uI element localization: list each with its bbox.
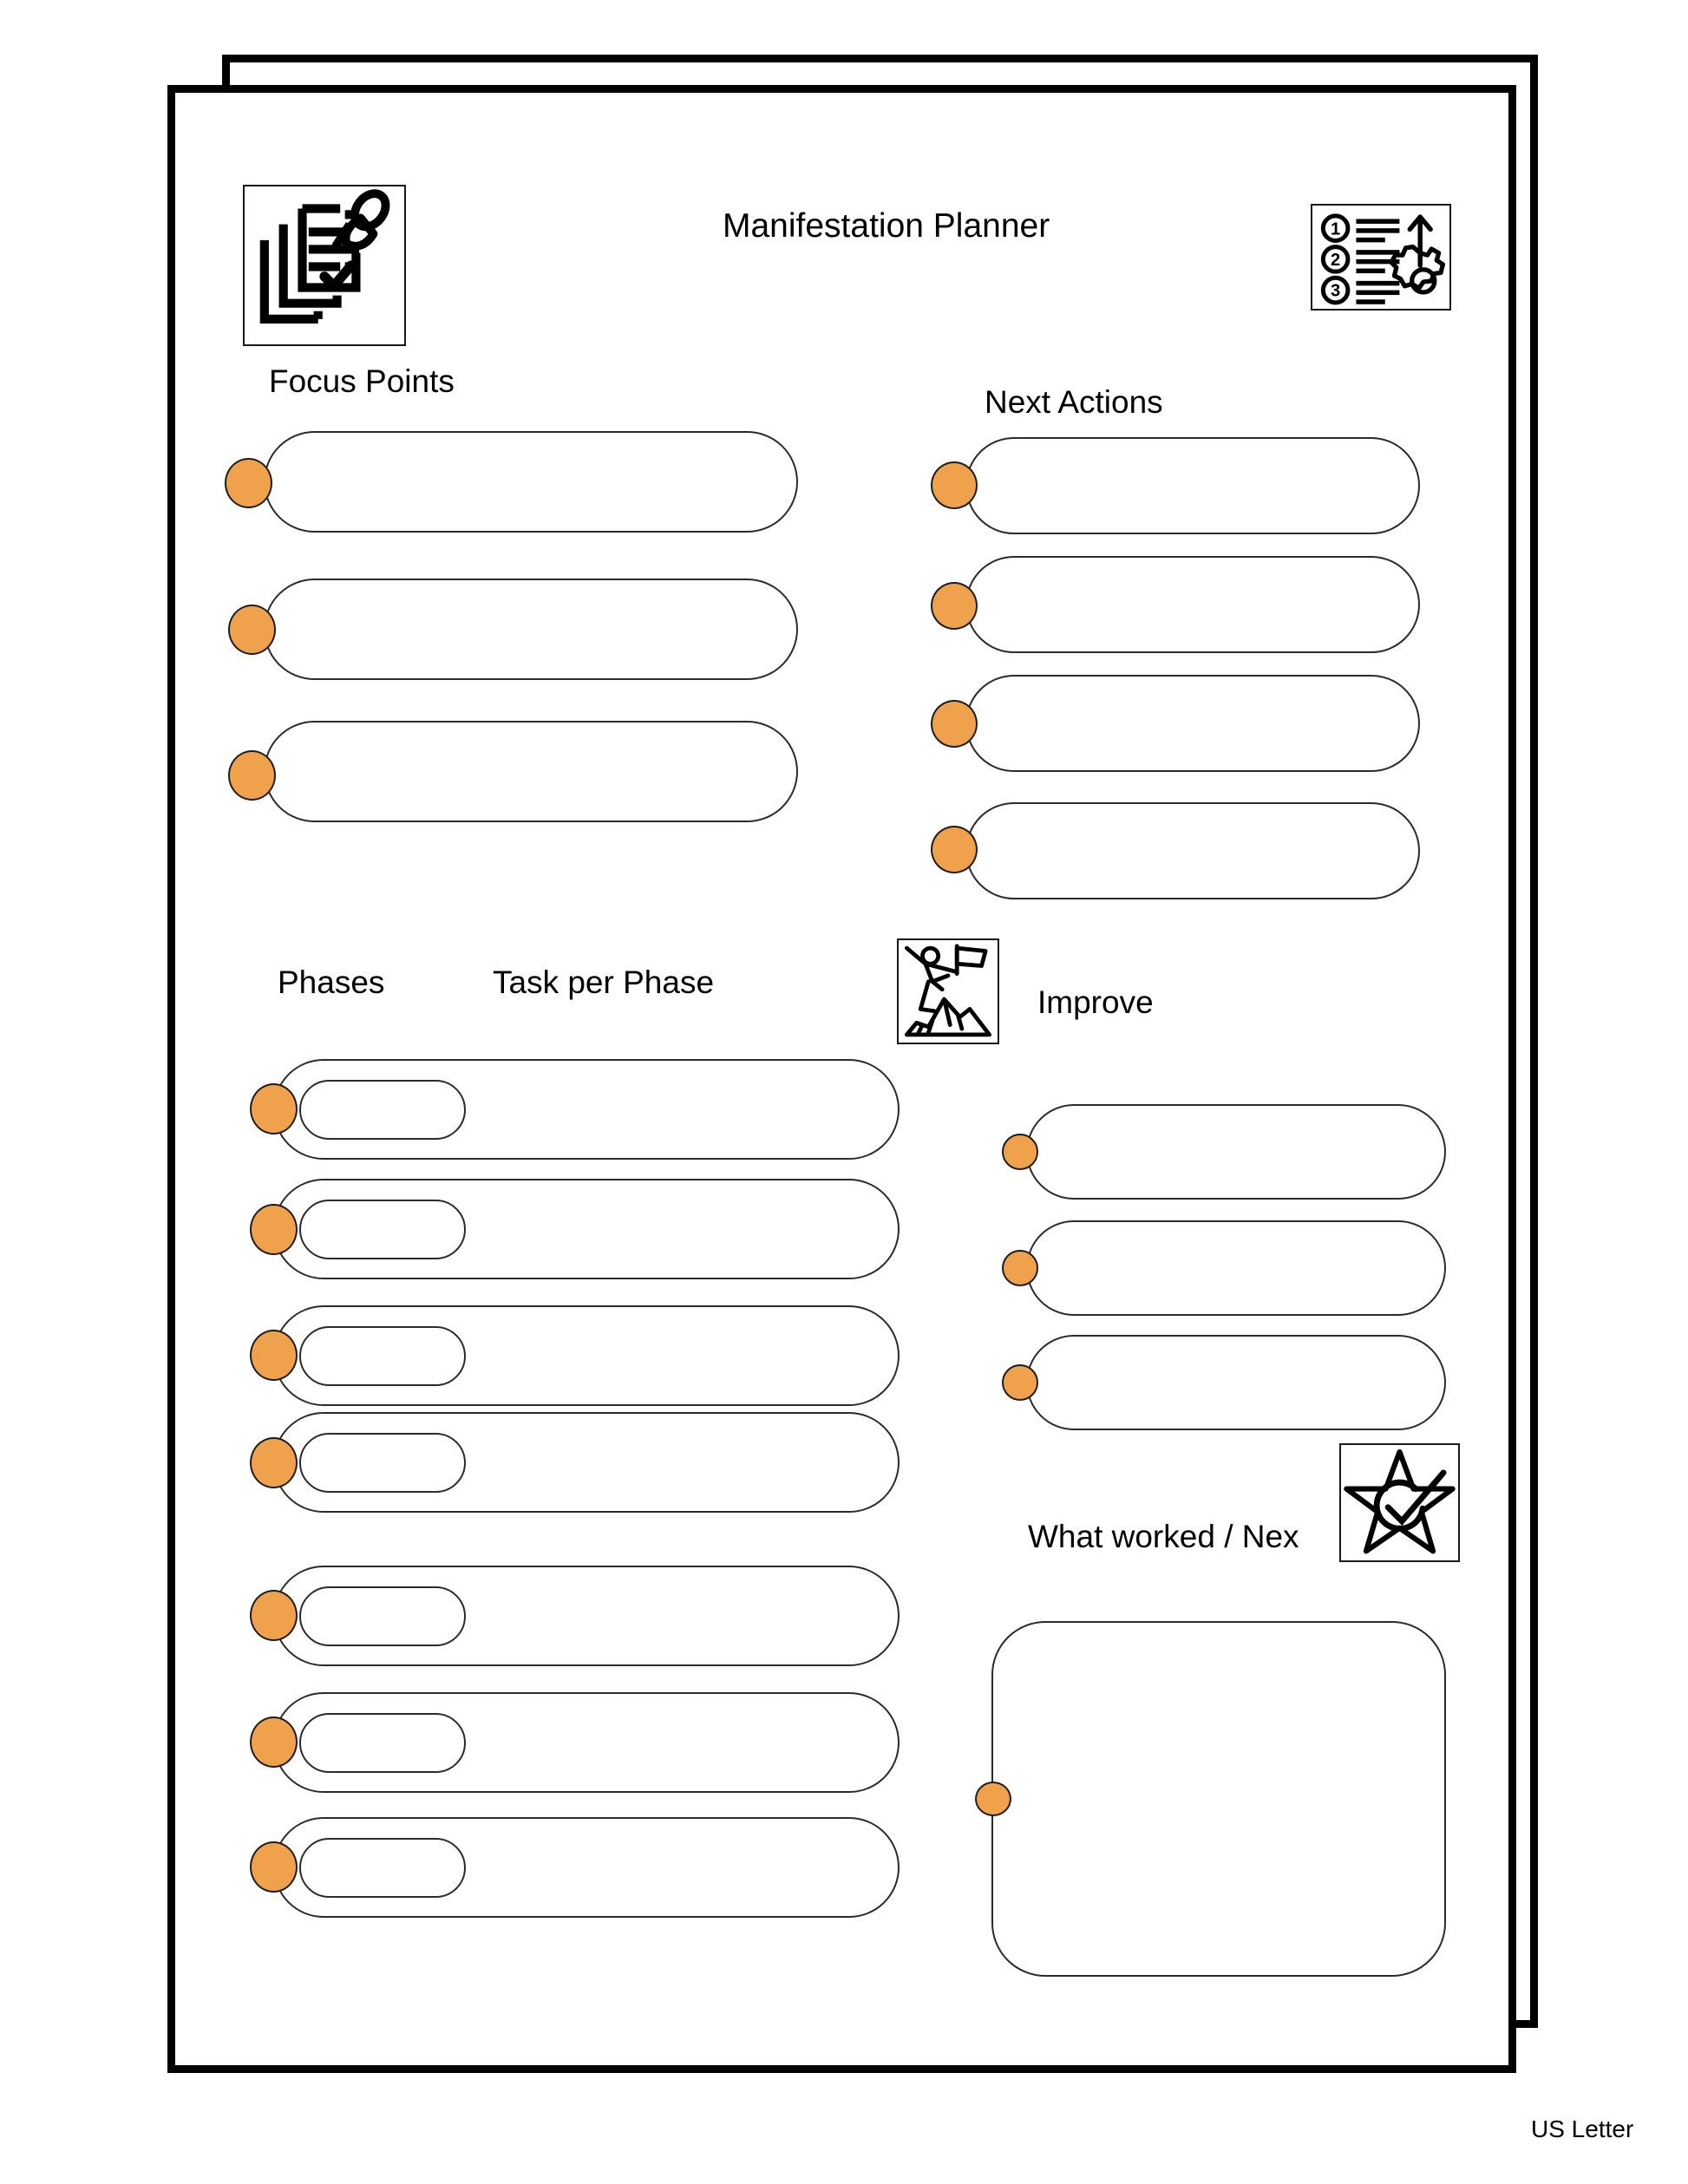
focus-points-item-3[interactable] (264, 721, 798, 822)
improve-title: Improve (1037, 984, 1154, 1020)
svg-text:3: 3 (1331, 281, 1341, 301)
phases-marker-2[interactable] (250, 1204, 298, 1255)
phases-phase-input-1[interactable] (299, 1080, 466, 1140)
phases-phase-input-2[interactable] (299, 1200, 466, 1259)
next-actions-item-2[interactable] (965, 556, 1420, 653)
phases-marker-3[interactable] (250, 1330, 298, 1381)
improve-marker-1[interactable] (1002, 1134, 1038, 1170)
focus-points-marker-2[interactable] (228, 605, 276, 655)
next-actions-item-1[interactable] (965, 437, 1420, 534)
focus-points-title: Focus Points (269, 363, 455, 399)
improve-item-1[interactable] (1026, 1104, 1446, 1200)
paper-size-label: US Letter (1531, 2115, 1634, 2142)
page-title: Manifestation Planner (723, 207, 1050, 245)
next-actions-marker-1[interactable] (931, 461, 978, 509)
what-worked-note-area[interactable] (991, 1621, 1446, 1977)
next-actions-item-4[interactable] (965, 802, 1420, 899)
star-check-icon (1339, 1443, 1460, 1562)
next-actions-marker-3[interactable] (931, 700, 978, 748)
svg-text:1: 1 (1331, 219, 1341, 239)
phases-phase-input-3[interactable] (299, 1326, 466, 1386)
phases-marker-1[interactable] (250, 1083, 298, 1135)
improve-item-2[interactable] (1026, 1220, 1446, 1316)
mountain-climber-flag-icon (897, 938, 999, 1044)
phases-phase-input-6[interactable] (299, 1713, 466, 1773)
numbered-list-gear-icon (1311, 204, 1451, 311)
next-actions-marker-4[interactable] (931, 826, 978, 873)
improve-marker-2[interactable] (1002, 1250, 1038, 1286)
next-actions-item-3[interactable] (965, 675, 1420, 772)
task-per-phase-column-title: Task per Phase (493, 964, 715, 1000)
what-worked-marker[interactable] (975, 1782, 1011, 1816)
improve-marker-3[interactable] (1002, 1364, 1038, 1401)
next-actions-title: Next Actions (985, 384, 1163, 420)
next-actions-marker-2[interactable] (931, 582, 978, 630)
phases-marker-6[interactable] (250, 1716, 298, 1768)
phases-marker-5[interactable] (250, 1590, 298, 1641)
improve-item-3[interactable] (1026, 1335, 1446, 1430)
focus-points-item-2[interactable] (264, 579, 798, 680)
phases-column-title: Phases (278, 964, 385, 1000)
phases-marker-4[interactable] (250, 1437, 298, 1488)
focus-points-marker-3[interactable] (228, 750, 276, 801)
phases-phase-input-4[interactable] (299, 1433, 466, 1493)
what-worked-title: What worked / Nex (1028, 1519, 1299, 1554)
phases-marker-7[interactable] (250, 1841, 298, 1893)
focus-points-item-1[interactable] (264, 431, 798, 533)
svg-text:2: 2 (1331, 251, 1341, 271)
focus-points-marker-1[interactable] (225, 458, 272, 508)
phases-phase-input-5[interactable] (299, 1586, 466, 1646)
phases-phase-input-7[interactable] (299, 1838, 466, 1898)
pinned-checklist-icon (243, 185, 406, 346)
